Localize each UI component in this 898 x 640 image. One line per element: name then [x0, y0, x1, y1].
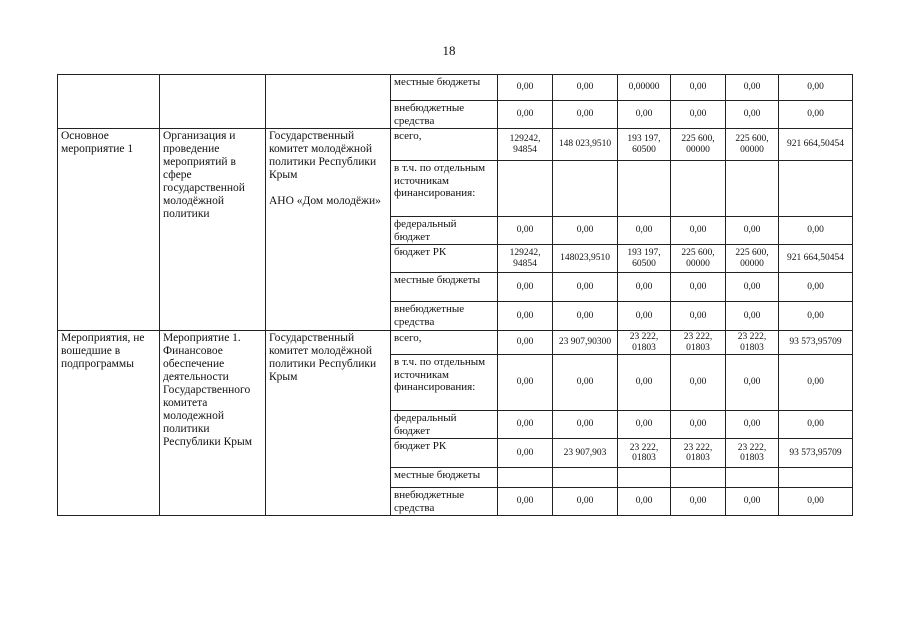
amount-cell: 0,00 [726, 411, 779, 439]
amount-cell: 0,00 [553, 355, 618, 411]
amount-cell: 0,00000 [618, 75, 671, 101]
amount-cell: 0,00 [671, 217, 726, 245]
amount-cell: 23 222, 01803 [671, 439, 726, 468]
executor-cell [266, 331, 391, 516]
amount-cell [553, 161, 618, 217]
funding-source-cell: федеральный бюджет [391, 217, 498, 245]
amount-cell: 23 222, 01803 [726, 331, 779, 355]
amount-cell: 0,00 [553, 101, 618, 129]
amount-cell: 148 023,9510 [553, 129, 618, 161]
amount-cell: 23 222, 01803 [618, 331, 671, 355]
funding-source-cell: в т.ч. по отдельным источникам финансирования: [391, 161, 498, 217]
amount-cell: 0,00 [779, 273, 853, 302]
funding-source-cell: всего, [391, 331, 498, 355]
amount-cell: 0,00 [498, 439, 553, 468]
amount-cell: 0,00 [726, 101, 779, 129]
event-name-cell: Мероприятия, не вошедшие в подпрограммы [58, 331, 160, 516]
amount-cell: 193 197, 60500 [618, 245, 671, 273]
table-row [58, 331, 853, 355]
amount-cell [618, 468, 671, 488]
amount-cell [726, 468, 779, 488]
amount-cell [498, 468, 553, 488]
funding-source-cell: внебюджетные средства [391, 302, 498, 331]
table-row [58, 129, 853, 161]
table-row [58, 75, 853, 101]
amount-cell: 0,00 [671, 101, 726, 129]
executor-primary: Государственный комитет молодёжной политики Республики Крым [269, 332, 377, 383]
funding-source-cell: в т.ч. по отдельным источникам финансирования: [391, 355, 498, 411]
amount-cell: 0,00 [726, 302, 779, 331]
amount-cell: 0,00 [553, 75, 618, 101]
amount-cell [671, 468, 726, 488]
amount-cell: 0,00 [498, 217, 553, 245]
amount-cell: 0,00 [553, 488, 618, 516]
amount-cell: 0,00 [498, 331, 553, 355]
amount-cell: 0,00 [553, 302, 618, 331]
amount-cell: 0,00 [671, 75, 726, 101]
amount-cell: 225 600, 00000 [726, 129, 779, 161]
amount-cell: 129242, 94854 [498, 245, 553, 273]
amount-cell: 23 907,90300 [553, 331, 618, 355]
executor-secondary: АНО «Дом молодёжи» [269, 195, 381, 207]
amount-cell: 93 573,95709 [779, 331, 853, 355]
event-name-cell: Основное мероприятие 1 [58, 129, 160, 331]
amount-cell: 0,00 [779, 411, 853, 439]
amount-cell [779, 468, 853, 488]
funding-source-cell: бюджет РК [391, 245, 498, 273]
amount-cell [498, 161, 553, 217]
amount-cell: 0,00 [779, 217, 853, 245]
event-description-cell: Мероприятие 1. Финансовое обеспечение деятельности Государственного комитета молодежной политики Республики Крым [160, 331, 266, 516]
amount-cell: 0,00 [671, 302, 726, 331]
amount-cell: 0,00 [618, 273, 671, 302]
amount-cell: 0,00 [498, 302, 553, 331]
amount-cell: 0,00 [726, 355, 779, 411]
funding-source-cell: местные бюджеты [391, 273, 498, 302]
amount-cell: 0,00 [779, 488, 853, 516]
amount-cell: 0,00 [779, 355, 853, 411]
funding-source-cell: федеральный бюджет [391, 411, 498, 439]
amount-cell [618, 161, 671, 217]
amount-cell: 0,00 [498, 355, 553, 411]
amount-cell: 0,00 [498, 75, 553, 101]
amount-cell [553, 468, 618, 488]
event-description-cell: Организация и проведение мероприятий в сфере государственной молодёжной политики [160, 129, 266, 331]
amount-cell: 0,00 [498, 101, 553, 129]
amount-cell: 23 907,903 [553, 439, 618, 468]
amount-cell: 0,00 [618, 101, 671, 129]
amount-cell: 23 222, 01803 [618, 439, 671, 468]
amount-cell: 921 664,50454 [779, 129, 853, 161]
amount-cell: 148023,9510 [553, 245, 618, 273]
amount-cell: 0,00 [671, 273, 726, 302]
amount-cell [726, 161, 779, 217]
budget-table [57, 74, 853, 516]
amount-cell [671, 161, 726, 217]
amount-cell: 0,00 [726, 75, 779, 101]
amount-cell: 129242, 94854 [498, 129, 553, 161]
amount-cell: 23 222, 01803 [671, 331, 726, 355]
executor-primary: Государственный комитет молодёжной политики Республики Крым [269, 130, 377, 181]
amount-cell: 0,00 [618, 411, 671, 439]
amount-cell: 0,00 [726, 273, 779, 302]
amount-cell: 921 664,50454 [779, 245, 853, 273]
amount-cell: 193 197, 60500 [618, 129, 671, 161]
amount-cell: 225 600, 00000 [671, 245, 726, 273]
amount-cell: 0,00 [553, 411, 618, 439]
amount-cell [779, 161, 853, 217]
executor-cell [266, 75, 391, 129]
funding-source-cell: внебюджетные средства [391, 488, 498, 516]
amount-cell: 0,00 [553, 273, 618, 302]
amount-cell: 225 600, 00000 [726, 245, 779, 273]
event-description-cell [160, 75, 266, 129]
amount-cell: 0,00 [618, 302, 671, 331]
amount-cell: 0,00 [671, 411, 726, 439]
executor-cell [266, 129, 391, 331]
amount-cell: 0,00 [618, 355, 671, 411]
amount-cell: 23 222, 01803 [726, 439, 779, 468]
amount-cell: 0,00 [498, 411, 553, 439]
amount-cell: 0,00 [779, 75, 853, 101]
amount-cell: 225 600, 00000 [671, 129, 726, 161]
amount-cell: 0,00 [618, 488, 671, 516]
amount-cell: 0,00 [726, 488, 779, 516]
event-name-cell [58, 75, 160, 129]
amount-cell: 0,00 [498, 273, 553, 302]
amount-cell: 93 573,95709 [779, 439, 853, 468]
funding-source-cell: внебюджетные средства [391, 101, 498, 129]
funding-source-cell: всего, [391, 129, 498, 161]
amount-cell: 0,00 [618, 217, 671, 245]
amount-cell: 0,00 [779, 101, 853, 129]
amount-cell: 0,00 [671, 488, 726, 516]
page-number: 18 [442, 43, 456, 58]
amount-cell: 0,00 [498, 488, 553, 516]
amount-cell: 0,00 [726, 217, 779, 245]
amount-cell: 0,00 [779, 302, 853, 331]
funding-source-cell: местные бюджеты [391, 468, 498, 488]
amount-cell: 0,00 [553, 217, 618, 245]
funding-source-cell: местные бюджеты [391, 75, 498, 101]
funding-source-cell: бюджет РК [391, 439, 498, 468]
amount-cell: 0,00 [671, 355, 726, 411]
